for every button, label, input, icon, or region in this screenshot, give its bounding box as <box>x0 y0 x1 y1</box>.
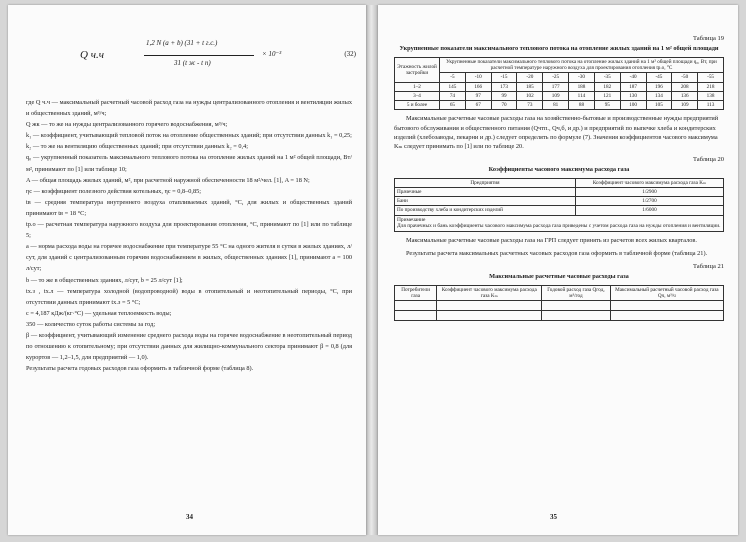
temp-header: -45 <box>646 73 672 82</box>
table-21 <box>394 285 724 321</box>
table-cell: 136 <box>672 91 698 100</box>
table-cell: 166 <box>465 82 491 91</box>
table-cell: Бани <box>395 197 576 206</box>
table-row <box>395 301 724 311</box>
table-cell: 105 <box>646 101 672 110</box>
table-note <box>395 215 724 231</box>
text-paragraph: k₁ — коэффициент, учитывающий тепловой поток на отопление общественных зданий; при отсутствии данных k₁ = 0,25; <box>26 132 352 140</box>
table-cell: Прачечные <box>395 188 576 197</box>
text-paragraph: tв — средняя температура внутреннего воздуха отапливаемых зданий, °С, для жилых и общественных зданий принимают tв = 18 °С; <box>26 198 352 217</box>
table-cell: 74 <box>440 91 466 100</box>
table-cell: 188 <box>569 82 595 91</box>
text-paragraph: A — общая площадь жилых зданий, м², при расчетной наружной обеспеченности 18 м²/чел. [1], A = 18 N; <box>26 176 310 184</box>
table-cell: 145 <box>440 82 466 91</box>
table-cell: 81 <box>543 101 569 110</box>
table-19 <box>394 57 724 110</box>
text-paragraph: где Q ч.ч — максимальный расчетный часовой расход газа на нужды централизованного отопления и вентиляции жилых и общественных зданий, м³/ч; <box>26 99 352 118</box>
left-page-body <box>26 97 352 374</box>
table-header: Коэффициент часового максимума расхода газа Kₘ <box>437 285 542 300</box>
table-21-label: Таблица 21 <box>692 262 724 270</box>
text-paragraph: Q жк — то же на нужды централизованного горячего водоснабжения, м³/ч; <box>26 121 228 129</box>
table-row <box>395 82 724 91</box>
temp-header: -35 <box>594 73 620 82</box>
table-header: Этажность жилой застройки <box>395 58 440 83</box>
text-paragraph <box>394 236 724 245</box>
table-cell: 67 <box>465 101 491 110</box>
formula-lhs: Q ч.ч <box>80 49 104 61</box>
table-20 <box>394 178 724 232</box>
text-paragraph: tр.о — расчетная температура наружного воздуха для проектирования отопления, °С, принимают по [1] или по таблице 5; <box>26 221 352 240</box>
note-title: Примечание <box>397 216 426 223</box>
table-cell: 134 <box>646 91 672 100</box>
temp-header: -30 <box>569 73 595 82</box>
formula-32 <box>38 35 356 83</box>
table-20-title: Коэффициенты часового максимума расхода газа <box>488 165 630 173</box>
right-page-body <box>394 35 724 321</box>
left-page <box>8 5 366 535</box>
table-cell: 121 <box>594 91 620 100</box>
table-cell: 182 <box>594 82 620 91</box>
text-paragraph: tх.з , tх.л — температура холодной (водопроводной) воды в отопительный и неотопительный периоды, °С, при отсутствии данных принимают tх.з = 5 °С; <box>26 287 352 306</box>
text-paragraph <box>394 249 724 258</box>
table-cell: 73 <box>517 101 543 110</box>
table-row <box>395 91 724 100</box>
equation-number: (32) <box>344 50 356 58</box>
table-header: Максимальный расчетный часовой расход газа Qч, м³/ч <box>610 285 723 300</box>
table-cell: 65 <box>440 101 466 110</box>
right-page <box>378 5 738 535</box>
text-paragraph: c = 4,187 кДж/(кг·°С) — удельная теплоемкость воды; <box>26 309 172 317</box>
table-cell: 102 <box>517 91 543 100</box>
table-cell: 70 <box>491 101 517 110</box>
table-header: Укрупненные показатели максимального теплового потока на отопление жилых зданий на 1 м² общей площади q₀, Вт, при расчетной температуре наружного воздуха для проектирования отопления tр.о, °С <box>440 58 724 73</box>
text-paragraph: q₀ — укрупненный показатель максимального теплового потока на отопление жилых зданий на 1 м² общей площади, Вт/м², принимают по [1] или таблице 10; <box>26 154 352 173</box>
table-row <box>395 188 724 197</box>
table-cell: 187 <box>620 82 646 91</box>
paragraph-text: Результаты расчета максимальных расчетных часовых расходов газа оформить в табличной форме (таблица 21). <box>406 250 708 258</box>
page-number: 35 <box>550 513 557 521</box>
row-label: 3–4 <box>395 91 440 100</box>
table-19-label: Таблица 19 <box>692 35 724 42</box>
table-cell: 109 <box>543 91 569 100</box>
table-19-title: Укрупненные показатели максимального теплового потока на отопление жилых зданий на 1 м² общей площади <box>399 45 719 52</box>
table-cell: 100 <box>620 101 646 110</box>
temp-header: -20 <box>517 73 543 82</box>
table-header: Годовой расход газа Qгод, м³/год <box>542 285 610 300</box>
paragraph-text: Максимальные расчетные часовые расходы газа на хозяйственно-бытовые и производственные нужды предприятий бытового обслуживания и общественного питания (Qчтп., Qч,б, и др.) и предприятий по выпечке хлеба и кондитерских изделий (хлебозаводы, пекарни и др.) следует определять по формуле (7). Значения коэффициентов часового максимума Kₘ следует принимать по [1] или по таблице 20. <box>394 115 719 151</box>
formula-tail: × 10⁻³ <box>262 50 282 58</box>
table-cell: 177 <box>543 82 569 91</box>
text-paragraph: 350 — количество суток работы системы за год; <box>26 320 156 328</box>
table-header: Потребители газа <box>395 285 437 300</box>
table-cell: 208 <box>672 82 698 91</box>
temp-header: -5 <box>440 73 466 82</box>
temp-header: -25 <box>543 73 569 82</box>
table-cell: 138 <box>698 91 724 100</box>
table-row <box>395 311 724 321</box>
text-paragraph: k₂ — то же на вентиляцию общественных зданий; при отсутствии данных k₂ = 0,4; <box>26 143 248 151</box>
row-label: 5 и более <box>395 101 440 110</box>
text-paragraph: β — коэффициент, учитывающий изменение среднего расхода воды на горячее водоснабжение в неотопительный период по отношению к отопительному; при отсутствии данных для жилищно-коммунального сектора принимают β = 0,8 (для курортов — 1,2–1,5, для предприятий — 1,0). <box>26 331 352 362</box>
table-21-title: Максимальные расчетные часовые расходы газа <box>489 272 629 280</box>
temp-header: -10 <box>465 73 491 82</box>
fraction-bar <box>144 55 254 56</box>
table-cell: 173 <box>491 82 517 91</box>
page-number: 34 <box>186 513 193 521</box>
table-cell: 1/2700 <box>575 197 723 206</box>
table-row <box>395 215 724 231</box>
temp-header: -40 <box>620 73 646 82</box>
book-spine <box>366 5 378 535</box>
table-row <box>395 206 724 215</box>
table-header: Предприятия <box>395 178 576 187</box>
text-paragraph: Результаты расчета годовых расходов газа оформить в табличной форме (таблица 8). <box>26 365 254 373</box>
table-cell: 88 <box>569 101 595 110</box>
temp-header: -15 <box>491 73 517 82</box>
table-cell: 1/2900 <box>575 188 723 197</box>
temp-header: -50 <box>672 73 698 82</box>
table-cell: 95 <box>594 101 620 110</box>
text-paragraph: a — норма расхода воды на горячее водоснабжение при температуре 55 °С на одного жителя в сутки в жилых зданиях, л/сут, для зданий с централизованным горячим водоснабжением в жилых, общественных зданиях [1], принимают a = 100 л/сут; <box>26 243 352 273</box>
table-cell: 196 <box>646 82 672 91</box>
text-paragraph: ηс — коэффициент полезного действия котельных, ηс = 0,8–0,85; <box>26 187 202 195</box>
table-cell: 185 <box>517 82 543 91</box>
table-cell: 114 <box>569 91 595 100</box>
table-cell: 130 <box>620 91 646 100</box>
table-cell: 1/6000 <box>575 206 723 215</box>
table-20-label: Таблица 20 <box>692 155 724 163</box>
table-cell: По производству хлеба и кондитерских изделий <box>395 206 576 215</box>
formula-denominator: 31 (t ж - t п) <box>174 59 211 67</box>
table-header: Коэффициент часового максимума расхода газа Kₘ <box>575 178 723 187</box>
formula-numerator: 1,2 N (a + b) (31 + t г.с.) <box>146 39 218 47</box>
row-label: 1–2 <box>395 82 440 91</box>
temp-header: -55 <box>698 73 724 82</box>
table-cell: 97 <box>465 91 491 100</box>
text-paragraph <box>394 114 724 152</box>
text-paragraph: b — то же в общественных зданиях, л/сут, b = 25 л/сут [1]; <box>26 276 183 284</box>
table-cell: 218 <box>698 82 724 91</box>
table-cell: 109 <box>672 101 698 110</box>
note-text: Для прачечных и бань коэффициенты часового максимума расхода газа приведены с учетом расхода газа на нужды отопления и вентиляции. <box>397 223 721 230</box>
paragraph-text: Максимальные расчетные часовые расходы газа на ГРП следует принять из расчетов всех жилых кварталов. <box>406 236 697 244</box>
table-cell: 113 <box>698 101 724 110</box>
table-cell: 99 <box>491 91 517 100</box>
table-row <box>395 101 724 110</box>
table-row <box>395 197 724 206</box>
